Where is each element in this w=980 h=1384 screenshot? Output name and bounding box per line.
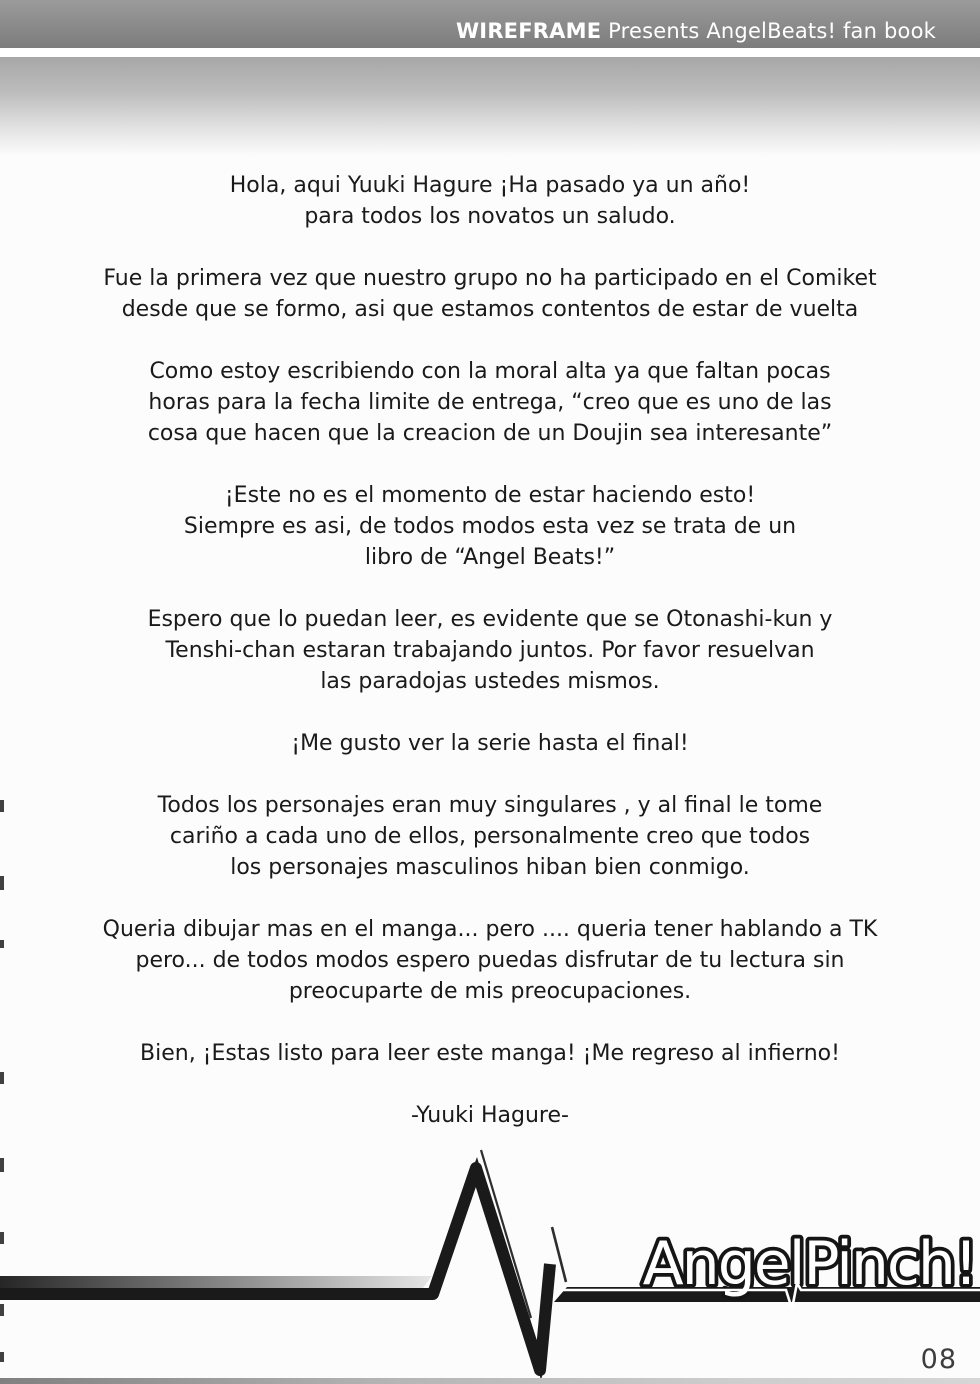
letter-line: ¡Este no es el momento de estar haciendo esto! bbox=[224, 483, 756, 508]
scan-artifact bbox=[0, 1158, 4, 1172]
scan-artifact bbox=[0, 1232, 4, 1244]
letter-line: horas para la fecha limite de entrega, “creo que es uno de las bbox=[148, 390, 832, 415]
scan-artifact bbox=[0, 1352, 4, 1362]
scan-artifact bbox=[0, 1304, 4, 1316]
letter-line: cosa que hacen que la creacion de un Doujin sea interesante” bbox=[147, 421, 833, 446]
header-title bbox=[456, 19, 936, 43]
letter-line: Tenshi-chan estaran trabajando juntos. Por favor resuelvan bbox=[165, 638, 815, 663]
letter-line: Todos los personajes eran muy singulares , y al final le tome bbox=[157, 793, 823, 818]
logo-angelpinch: AngelPinch! bbox=[642, 1229, 976, 1299]
brand-name: WIREFRAME bbox=[455, 18, 602, 43]
scan-artifact bbox=[0, 940, 4, 948]
header-divider bbox=[0, 48, 980, 57]
letter-line: pero... de todos modos espero puedas disfrutar de tu lectura sin bbox=[135, 948, 845, 973]
letter-line: Bien, ¡Estas listo para leer este manga! ¡Me regreso al infierno! bbox=[140, 1041, 840, 1066]
header-bar bbox=[0, 0, 980, 48]
letter-paragraph bbox=[0, 356, 980, 449]
letter-line: ¡Me gusto ver la serie hasta el final! bbox=[291, 731, 689, 756]
letter-paragraph bbox=[0, 480, 980, 573]
letter-paragraph bbox=[0, 170, 980, 232]
signature-line: -Yuuki Hagure- bbox=[411, 1103, 569, 1128]
header-fade-band bbox=[0, 57, 980, 160]
letter-line: preocuparte de mis preocupaciones. bbox=[288, 979, 692, 1004]
letter-line: Hola, aqui Yuuki Hagure ¡Ha pasado ya un año! bbox=[229, 173, 751, 198]
letter-line: Fue la primera vez que nuestro grupo no ha participado en el Comiket bbox=[103, 266, 877, 291]
scan-artifact bbox=[0, 876, 4, 890]
left-gradient-strip bbox=[0, 1276, 432, 1288]
header-subtitle: Presents AngelBeats! fan book bbox=[601, 18, 936, 43]
letter-line: desde que se formo, asi que estamos contentos de estar de vuelta bbox=[121, 297, 859, 322]
letter-line: cariño a cada uno de ellos, personalmente creo que todos bbox=[169, 824, 811, 849]
letter-paragraph bbox=[0, 1038, 980, 1069]
letter-line: Como estoy escribiendo con la moral alta ya que faltan pocas bbox=[149, 359, 831, 384]
letter-line: las paradojas ustedes mismos. bbox=[320, 669, 660, 694]
letter-paragraph bbox=[0, 728, 980, 759]
scan-artifact bbox=[0, 1072, 4, 1084]
letter-line: Siempre es asi, de todos modos esta vez se trata de un bbox=[183, 514, 797, 539]
letter-line: Espero que lo puedan leer, es evidente que se Otonashi-kun y bbox=[147, 607, 833, 632]
bottom-page-edge bbox=[0, 1378, 980, 1384]
letter-line: libro de “Angel Beats!” bbox=[364, 545, 616, 570]
letter-line: para todos los novatos un saludo. bbox=[304, 204, 676, 229]
letter-paragraph bbox=[0, 790, 980, 883]
letter-paragraph bbox=[0, 604, 980, 697]
letter-line: los personajes masculinos hiban bien conmigo. bbox=[230, 855, 750, 880]
letter-paragraph bbox=[0, 263, 980, 325]
letter-paragraph bbox=[0, 914, 980, 1007]
heartbeat-pulse-graphic bbox=[0, 1124, 980, 1384]
scan-artifact bbox=[0, 800, 4, 812]
pulse-line bbox=[0, 1168, 550, 1370]
author-letter bbox=[0, 160, 980, 1131]
letter-line: Queria dibujar mas en el manga... pero .... queria tener hablando a TK bbox=[102, 917, 878, 942]
pulse-echo-line-long bbox=[481, 1150, 531, 1318]
page-number: 08 bbox=[920, 1344, 957, 1375]
